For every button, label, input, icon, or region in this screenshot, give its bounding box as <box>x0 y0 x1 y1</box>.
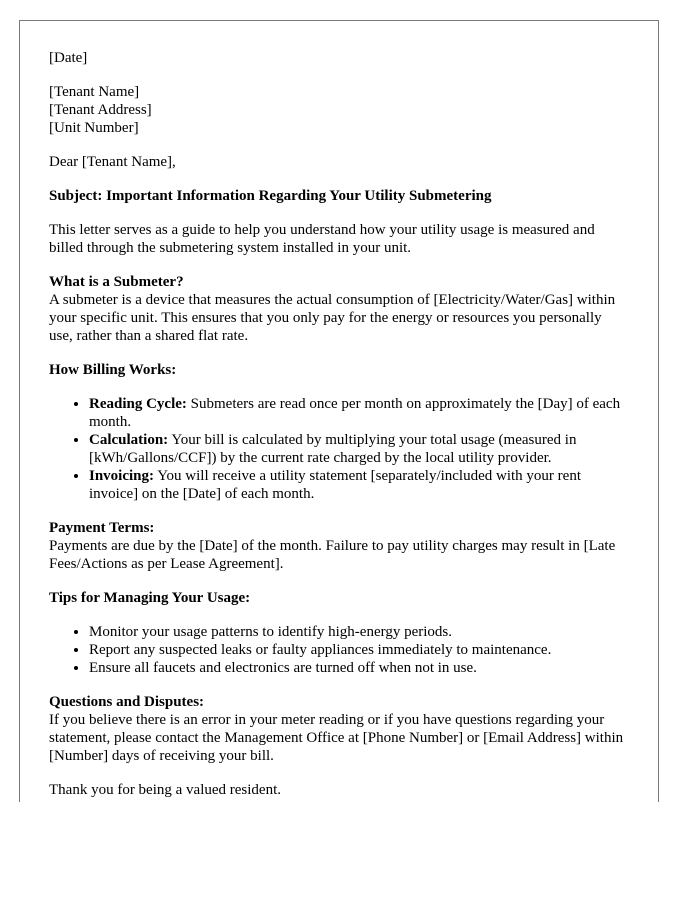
questions-body: If you believe there is an error in your meter reading or if you have questions regarding your statement, please contact the Management Office at [Phone Number] or [Email Address] within [Number] days of receiving your bill. <box>49 712 624 764</box>
letter-date: [Date] <box>49 50 88 66</box>
submeter-section <box>49 273 629 345</box>
tenant-address: [Tenant Address] <box>49 102 152 118</box>
billing-term: Reading Cycle: <box>89 396 187 412</box>
billing-term: Calculation: <box>89 432 169 448</box>
letter-page <box>19 20 659 802</box>
recipient-block <box>49 83 629 137</box>
subject-line: Subject: Important Information Regarding Your Utility Submetering <box>49 188 492 204</box>
list-item <box>89 431 629 467</box>
submeter-body: A submeter is a device that measures the actual consumption of [Electricity/Water/Gas] within your specific unit. This ensures that you only pay for the energy or resources you personally use, rather than a shared flat rate. <box>49 292 616 344</box>
billing-heading: How Billing Works: <box>49 362 177 378</box>
tips-heading: Tips for Managing Your Usage: <box>49 590 251 606</box>
intro-paragraph: This letter serves as a guide to help you understand how your utility usage is measured and billed through the submetering system installed in your unit. <box>49 222 595 256</box>
list-item <box>89 395 629 431</box>
closing-line: Thank you for being a valued resident. <box>49 782 282 798</box>
billing-list <box>49 395 629 503</box>
list-item <box>89 467 629 503</box>
payment-body: Payments are due by the [Date] of the month. Failure to pay utility charges may result in [Late Fees/Actions as per Lease Agreement]. <box>49 538 616 572</box>
list-item: • Monitor your usage patterns to identify high-energy periods. <box>89 623 629 641</box>
list-item: • Report any suspected leaks or faulty appliances immediately to maintenance. <box>89 641 629 659</box>
billing-text: Your bill is calculated by multiplying your total usage (measured in [kWh/Gallons/CCF]) by the current rate charged by the local utility provider. <box>89 432 577 466</box>
billing-term: Invoicing: <box>89 468 155 484</box>
salutation: Dear [Tenant Name], <box>49 154 176 170</box>
unit-number: [Unit Number] <box>49 120 139 136</box>
billing-text: Submeters are read once per month on approximately the [Day] of each month. <box>89 396 621 430</box>
tenant-name: [Tenant Name] <box>49 84 140 100</box>
billing-text: You will receive a utility statement [separately/included with your rent invoice] on the [Date] of each month. <box>89 468 581 502</box>
list-item: • Ensure all faucets and electronics are turned off when not in use. <box>89 659 629 677</box>
questions-section <box>49 693 629 765</box>
payment-heading: Payment Terms: <box>49 520 155 536</box>
payment-section <box>49 519 629 573</box>
tips-list <box>49 623 629 677</box>
submeter-heading: What is a Submeter? <box>49 274 184 290</box>
questions-heading: Questions and Disputes: <box>49 694 205 710</box>
